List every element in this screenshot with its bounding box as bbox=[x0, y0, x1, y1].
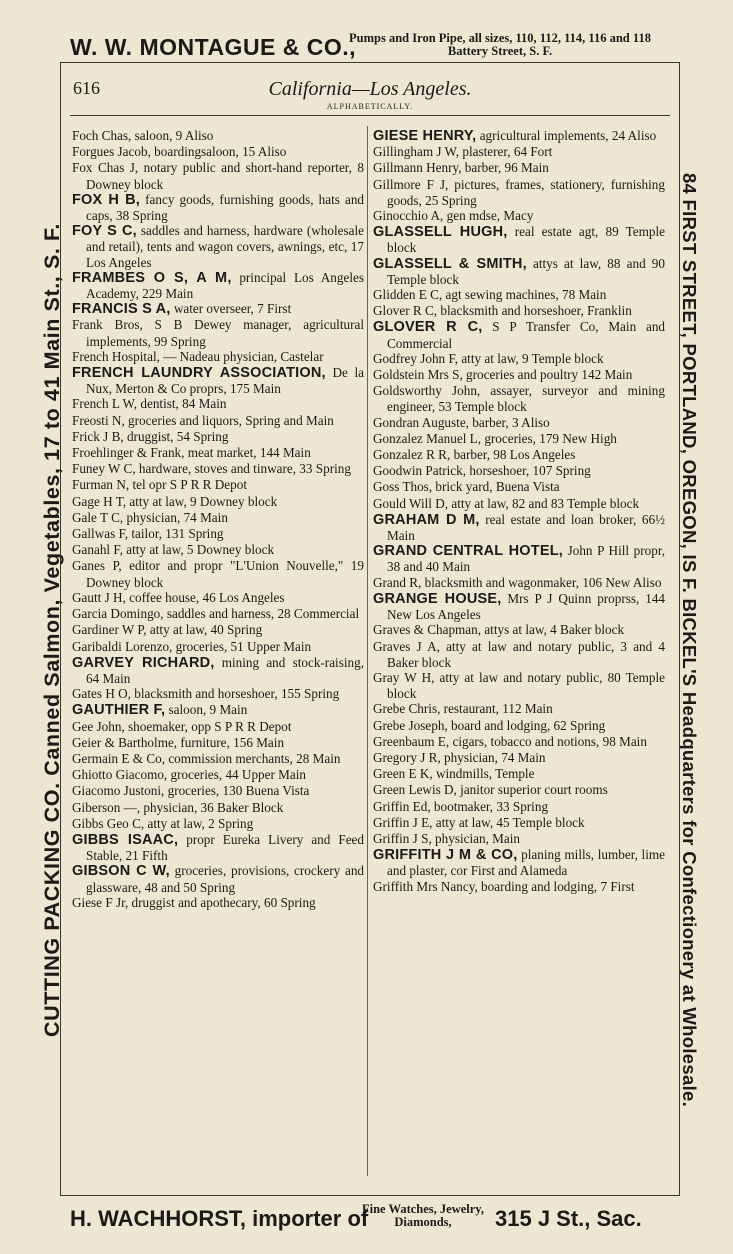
entry-name: GRAND CENTRAL HOTEL, bbox=[373, 543, 563, 560]
directory-entry bbox=[373, 591, 665, 622]
entry-text: Green E K, windmills, Temple bbox=[373, 766, 535, 782]
directory-entry bbox=[72, 558, 364, 589]
bottom-advertisement bbox=[70, 1200, 670, 1240]
directory-entry bbox=[373, 224, 665, 255]
entry-name: GLOVER R C, bbox=[373, 319, 483, 336]
entry-text: Griffin J E, atty at law, 45 Temple block bbox=[373, 814, 585, 830]
entry-text: Graves J A, atty at law and notary public, 3 and 4 Baker block bbox=[373, 638, 665, 670]
directory-entry bbox=[373, 463, 665, 479]
entry-text: Fox Chas J, notary public and short-hand reporter, 8 Downey block bbox=[72, 160, 364, 192]
directory-entry bbox=[72, 686, 364, 702]
entry-text: Frick J B, druggist, 54 Spring bbox=[72, 428, 229, 444]
entry-name: GIBSON C W, bbox=[72, 863, 170, 880]
page-title: California—Los Angeles. bbox=[268, 78, 472, 100]
directory-entry bbox=[72, 349, 364, 365]
directory-entry bbox=[373, 815, 665, 831]
entry-text: John P Hill propr, 38 and 40 Main bbox=[387, 543, 665, 575]
entry-text: Goss Thos, brick yard, Buena Vista bbox=[373, 479, 560, 495]
left-side-advertisement: CUTTING PACKING CO. Canned Salmon, Vegetables, 17 to 41 Main St., S. F. bbox=[40, 223, 64, 1037]
entry-text: real estate and loan broker, 66½ Main bbox=[387, 511, 665, 544]
directory-entry bbox=[72, 719, 364, 735]
entry-name: FOY S C, bbox=[72, 223, 137, 240]
entry-text: saddles and harness, hardware (wholesale and retail), tents and wagon covers, awnings, etc, 17 Los Angeles bbox=[86, 223, 364, 270]
entry-text: Goldsworthy John, assayer, surveyor and mining engineer, 53 Temple block bbox=[373, 383, 665, 415]
directory-entry bbox=[72, 429, 364, 445]
directory-entry bbox=[72, 396, 364, 412]
entry-text: mining and stock-raising, 64 Main bbox=[86, 654, 364, 686]
directory-entry bbox=[72, 526, 364, 542]
entry-name: GLASSELL HUGH, bbox=[373, 224, 508, 241]
directory-entry bbox=[373, 144, 665, 160]
page-number: 616 bbox=[73, 78, 100, 98]
entry-text: saloon, 9 Main bbox=[165, 702, 248, 718]
directory-entry bbox=[373, 128, 665, 144]
directory-entry bbox=[373, 496, 665, 512]
directory-entry bbox=[373, 303, 665, 319]
bottom-ad-firm: H. WACHHORST, importer of bbox=[70, 1206, 369, 1231]
entry-text: Funey W C, hardware, stoves and tinware, 33 Spring bbox=[72, 461, 351, 477]
directory-entry bbox=[373, 383, 665, 414]
top-ad-details: Pumps and Iron Pipe, all sizes, 110, 112, 114, 116 and 118 Battery Street, S. F. bbox=[349, 31, 651, 58]
entry-text: Gregory J R, physician, 74 Main bbox=[373, 749, 546, 765]
directory-entry bbox=[72, 832, 364, 863]
entry-text: Goodwin Patrick, horseshoer, 107 Spring bbox=[373, 463, 591, 479]
entry-text: water overseer, 7 First bbox=[170, 301, 292, 317]
directory-entry bbox=[72, 461, 364, 477]
entry-text: Mrs P J Quinn proprss, 144 New Los Angeles bbox=[387, 590, 665, 623]
entry-text: Gee John, shoemaker, opp S P R R Depot bbox=[72, 718, 292, 734]
page-subtitle: ALPHABETICALLY. bbox=[326, 102, 414, 111]
entry-text: Ganes P, editor and propr "L'Union Nouvelle," 19 Downey block bbox=[72, 558, 364, 590]
entry-text: Gale T C, physician, 74 Main bbox=[72, 509, 228, 525]
directory-entry bbox=[373, 734, 665, 750]
entry-text: Grebe Chris, restaurant, 112 Main bbox=[373, 701, 553, 717]
directory-entry bbox=[72, 622, 364, 638]
directory-entry bbox=[72, 192, 364, 223]
directory-entry bbox=[373, 847, 665, 878]
entry-name: GRANGE HOUSE, bbox=[373, 590, 502, 607]
entry-text: Furman N, tel opr S P R R Depot bbox=[72, 477, 247, 493]
directory-entry bbox=[373, 447, 665, 463]
entry-text: Garcia Domingo, saddles and harness, 28 Commercial bbox=[72, 606, 360, 622]
directory-entry bbox=[373, 670, 665, 701]
entry-text: Gray W H, atty at law and notary public, 80 Temple block bbox=[373, 669, 665, 702]
entry-text: Gillingham J W, plasterer, 64 Fort bbox=[373, 144, 553, 160]
entry-text: Geier & Bartholme, furniture, 156 Main bbox=[72, 734, 285, 750]
entry-text: principal Los Angeles Academy, 229 Main bbox=[86, 269, 364, 302]
entry-text: Giberson —, physician, 36 Baker Block bbox=[72, 799, 284, 815]
directory-entry bbox=[373, 287, 665, 303]
directory-entry bbox=[373, 782, 665, 798]
directory-entry bbox=[72, 270, 364, 301]
entry-text: Goldstein Mrs S, groceries and poultry 142 Main bbox=[373, 367, 633, 383]
directory-entry bbox=[373, 431, 665, 447]
directory-entry bbox=[72, 542, 364, 558]
entry-name: FRANCIS S A, bbox=[72, 301, 171, 318]
directory-entry bbox=[373, 479, 665, 495]
entry-text: propr Eureka Livery and Feed Stable, 21 Fifth bbox=[86, 831, 365, 864]
directory-entry bbox=[72, 365, 364, 396]
directory-entry bbox=[72, 590, 364, 606]
directory-entry bbox=[72, 494, 364, 510]
entry-text: Gondran Auguste, barber, 3 Aliso bbox=[373, 414, 550, 430]
entry-name: GRAHAM D M, bbox=[373, 511, 480, 528]
directory-entry bbox=[72, 863, 364, 894]
entry-text: planing mills, lumber, lime and plaster, cor First and Alameda bbox=[387, 847, 665, 879]
top-ad-firm: W. W. MONTAGUE & CO., bbox=[70, 34, 357, 60]
directory-entry bbox=[72, 317, 364, 348]
entry-text: Giese F Jr, druggist and apothecary, 60 Spring bbox=[72, 894, 316, 910]
entry-text: Gates H O, blacksmith and horseshoer, 155 Spring bbox=[72, 686, 340, 702]
directory-entry bbox=[373, 766, 665, 782]
entry-name: GARVEY RICHARD, bbox=[72, 654, 215, 671]
directory-entry bbox=[72, 895, 364, 911]
entry-text: fancy goods, furnishing goods, hats and caps, 38 Spring bbox=[86, 191, 365, 224]
entry-text: real estate agt, 89 Temple block bbox=[387, 224, 666, 256]
entry-text: Gardiner W P, atty at law, 40 Spring bbox=[72, 622, 263, 638]
entry-text: Ganahl F, atty at law, 5 Downey block bbox=[72, 542, 275, 558]
entry-text: De la Nux, Merton & Co proprs, 175 Main bbox=[86, 365, 364, 397]
entry-text: Giacomo Justoni, groceries, 130 Buena Vista bbox=[72, 783, 310, 799]
directory-entry bbox=[373, 639, 665, 670]
entry-text: French Hospital, — Nadeau physician, Castelar bbox=[72, 348, 324, 364]
directory-entry bbox=[373, 256, 665, 287]
directory-entry bbox=[373, 718, 665, 734]
entry-text: Garibaldi Lorenzo, groceries, 51 Upper Main bbox=[72, 638, 312, 654]
entry-text: Gautt J H, coffee house, 46 Los Angeles bbox=[72, 589, 285, 605]
entry-text: Godfrey John F, atty at law, 9 Temple block bbox=[373, 350, 604, 366]
entry-text: Froehlinger & Frank, meat market, 144 Main bbox=[72, 445, 311, 461]
entry-text: S P Transfer Co, Main and Commercial bbox=[387, 319, 666, 351]
directory-entry bbox=[373, 415, 665, 431]
entry-text: Grand R, blacksmith and wagonmaker, 106 New Aliso bbox=[373, 574, 662, 590]
directory-entry bbox=[72, 413, 364, 429]
entry-text: Freosti N, groceries and liquors, Spring and Main bbox=[72, 412, 334, 428]
entry-text: agricultural implements, 24 Aliso bbox=[476, 128, 657, 143]
entry-name: GAUTHIER F, bbox=[72, 702, 166, 719]
entry-text: Forgues Jacob, boardingsaloon, 15 Aliso bbox=[72, 144, 287, 160]
directory-entry bbox=[72, 655, 364, 686]
directory-entry bbox=[72, 816, 364, 832]
entry-text: Griffith Mrs Nancy, boarding and lodging, 7 First bbox=[373, 878, 635, 894]
entry-name: GIESE HENRY, bbox=[373, 128, 477, 144]
entry-text: French L W, dentist, 84 Main bbox=[72, 396, 227, 412]
entry-name: GLASSELL & SMITH, bbox=[373, 255, 527, 272]
directory-entry bbox=[72, 477, 364, 493]
entry-text: Gonzalez Manuel L, groceries, 179 New High bbox=[373, 430, 617, 446]
directory-entry bbox=[72, 735, 364, 751]
directory-entry bbox=[373, 351, 665, 367]
entry-text: Gonzalez R R, barber, 98 Los Angeles bbox=[373, 447, 576, 463]
column-divider bbox=[367, 126, 368, 1176]
entry-text: Gage H T, atty at law, 9 Downey block bbox=[72, 493, 278, 509]
entry-name: FOX H B, bbox=[72, 191, 141, 208]
directory-entry bbox=[72, 783, 364, 799]
entry-text: Gibbs Geo C, atty at law, 2 Spring bbox=[72, 815, 254, 831]
entry-text: Ginocchio A, gen mdse, Macy bbox=[373, 208, 534, 224]
directory-entry bbox=[373, 750, 665, 766]
directory-entry bbox=[373, 575, 665, 591]
header-rule bbox=[70, 115, 670, 116]
directory-entry bbox=[72, 702, 364, 718]
directory-entry bbox=[373, 367, 665, 383]
entry-text: Foch Chas, saloon, 9 Aliso bbox=[72, 128, 214, 143]
entry-text: Frank Bros, S B Dewey manager, agricultural implements, 99 Spring bbox=[72, 317, 364, 349]
entry-text: Grebe Joseph, board and lodging, 62 Spring bbox=[373, 717, 606, 733]
entry-name: FRAMBES O S, A M, bbox=[72, 269, 232, 286]
directory-entry bbox=[72, 606, 364, 622]
entry-text: Gillmann Henry, barber, 96 Main bbox=[373, 160, 549, 176]
entry-text: Griffin J S, physician, Main bbox=[373, 830, 521, 846]
entry-text: Glidden E C, agt sewing machines, 78 Main bbox=[373, 287, 607, 303]
entry-text: Ghiotto Giacomo, groceries, 44 Upper Main bbox=[72, 767, 307, 783]
entry-text: Gillmore F J, pictures, frames, stationery, furnishing goods, 25 Spring bbox=[373, 176, 665, 208]
directory-entry bbox=[373, 831, 665, 847]
directory-entry bbox=[373, 622, 665, 638]
right-side-advertisement: 84 FIRST STREET, PORTLAND, OREGON, IS F. BICKEL'S Headquarters for Confectionery at Wholesale. bbox=[679, 172, 700, 1108]
directory-entry bbox=[373, 160, 665, 176]
bottom-ad-address: 315 J St., Sac. bbox=[495, 1206, 642, 1231]
entry-text: Griffin Ed, bootmaker, 33 Spring bbox=[373, 798, 549, 814]
directory-entry bbox=[72, 510, 364, 526]
entry-name: GIBBS ISAAC, bbox=[72, 831, 179, 848]
directory-entry bbox=[72, 800, 364, 816]
directory-entry bbox=[72, 639, 364, 655]
entry-text: Gallwas F, tailor, 131 Spring bbox=[72, 526, 224, 542]
entry-name: GRIFFITH J M & CO, bbox=[373, 847, 518, 864]
entry-text: Gould Will D, atty at law, 82 and 83 Temple block bbox=[373, 495, 640, 511]
entry-text: Green Lewis D, janitor superior court rooms bbox=[373, 782, 608, 798]
directory-entry bbox=[72, 128, 364, 144]
directory-entry bbox=[373, 319, 665, 350]
right-column bbox=[373, 128, 665, 895]
directory-entry bbox=[373, 799, 665, 815]
bottom-ad-goods: Fine Watches, Jewelry, Diamonds, bbox=[362, 1202, 484, 1229]
entry-name: FRENCH LAUNDRY ASSOCIATION, bbox=[72, 365, 326, 382]
entry-text: Graves & Chapman, attys at law, 4 Baker block bbox=[373, 622, 625, 638]
entry-text: Glover R C, blacksmith and horseshoer, Franklin bbox=[373, 303, 632, 319]
directory-entry bbox=[72, 767, 364, 783]
directory-entry bbox=[373, 543, 665, 574]
directory-entry bbox=[72, 144, 364, 160]
left-column bbox=[72, 128, 364, 911]
directory-entry bbox=[373, 701, 665, 717]
directory-entry bbox=[72, 160, 364, 191]
entry-text: groceries, provisions, crockery and glassware, 48 and 50 Spring bbox=[86, 863, 365, 895]
entry-text: Germain E & Co, commission merchants, 28 Main bbox=[72, 750, 341, 766]
directory-entry bbox=[373, 177, 665, 208]
directory-entry bbox=[373, 208, 665, 224]
directory-entry bbox=[373, 879, 665, 895]
directory-entry bbox=[72, 751, 364, 767]
directory-entry bbox=[72, 445, 364, 461]
directory-entry bbox=[72, 223, 364, 270]
directory-entry bbox=[373, 512, 665, 543]
directory-entry bbox=[72, 301, 364, 317]
entry-text: attys at law, 88 and 90 Temple block bbox=[387, 255, 665, 287]
entry-text: Greenbaum E, cigars, tobacco and notions, 98 Main bbox=[373, 733, 647, 749]
